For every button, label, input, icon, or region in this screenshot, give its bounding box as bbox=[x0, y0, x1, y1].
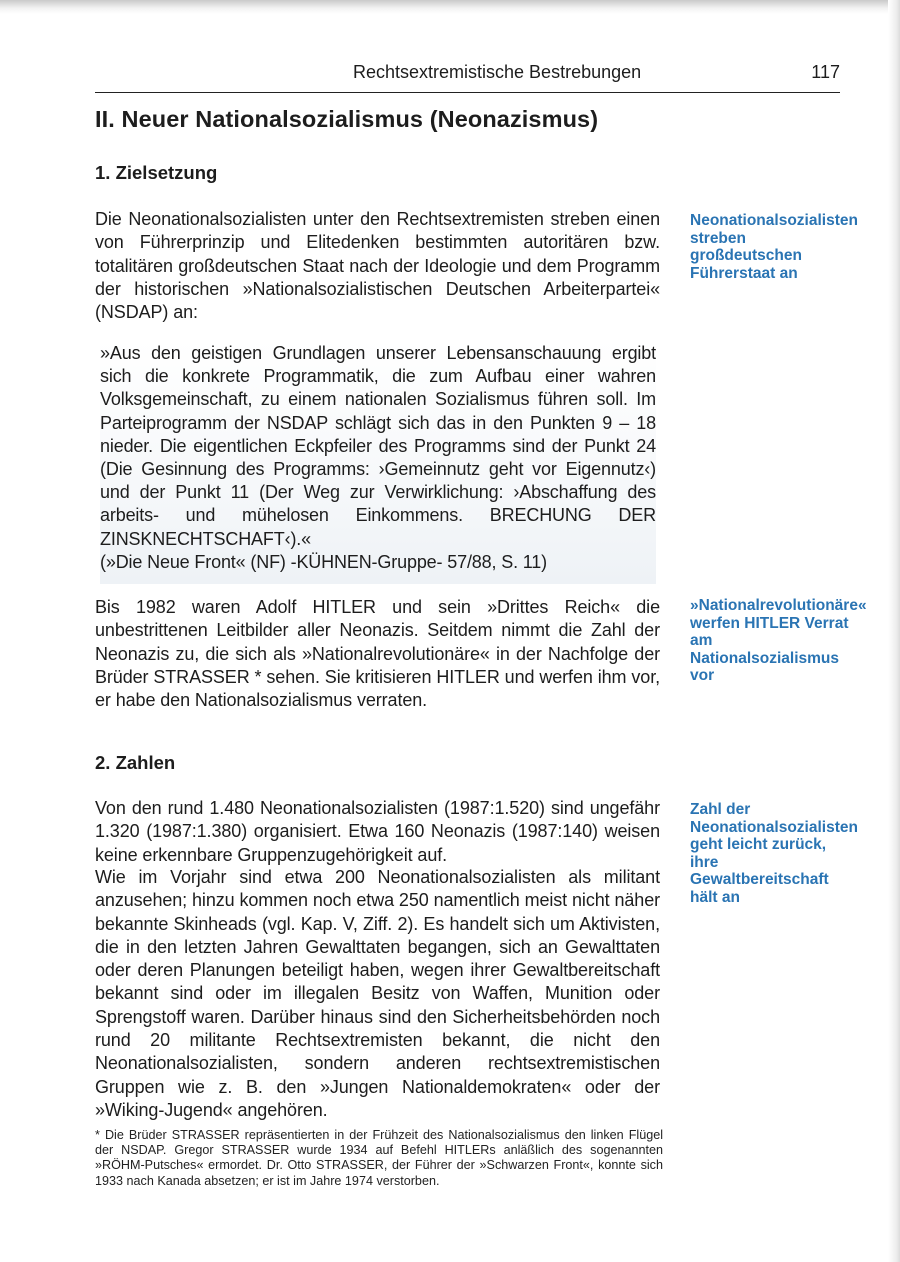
paragraph-militante: Wie im Vorjahr sind etwa 200 Neonationalsozialisten als militant anzusehen; hinzu kommen noch etwa 250 namentlich meist nicht näher bekannte Skinheads (vgl. Kap. V, Ziff. 2). Es handelt sich um Aktivisten, die in den letzten Jahren Gewalttaten begangen, sich an Gewalttaten oder deren Planungen beteiligt haben, wegen ihrer Gewaltbereitschaft bekannt sind oder im illegalen Besitz von Waffen, Munition oder Sprengstoff waren. Darüber hinaus sind den Sicherheitsbehörden noch rund 20 militante Rechtsextremisten bekannt, die nicht den Neonationalsozialisten, sondern anderen rechtsextremistischen Gruppen wie z. B. den »Jungen Nationaldemokraten« oder der »Wiking-Jugend« angehören. bbox=[95, 867, 660, 1120]
quote-source: (»Die Neue Front« (NF) -KÜHNEN-Gruppe- 57/88, S. 11) bbox=[100, 551, 548, 572]
paragraph-zielsetzung: Die Neonationalsozialisten unter den Rechtsextremisten streben einen von Führerprinzip und Elitedenken bestimmten autoritären bzw. totalitären großdeutschen Staat nach der Ideologie und dem Programm der historischen »Nationalsozialistischen Deutschen Arbeiterpartei« (NSDAP) an: bbox=[95, 209, 660, 323]
running-title: Rechtsextremistische Bestrebungen bbox=[353, 62, 642, 82]
footnote: * Die Brüder STRASSER repräsentierten in der Frühzeit des Nationalsozialismus den linken Flügel der NSDAP. Gregor STRASSER wurde 1934 auf Befehl HITLERs anläßlich des sogenannten »RÖHM-Putsches« ermordet. Dr. Otto STRASSER, der Führer der »Schwarzen Front«, konnte sich 1933 nach Kanada absetzen; er ist im Jahre 1974 verstorben. bbox=[95, 1128, 663, 1188]
quote-text: »Aus den geistigen Grundlagen unserer Lebensanschauung ergibt sich die konkrete Programmatik, die zum Aufbau einer wahren Volksgemeinschaft, zu einem nationalen Sozialismus führen soll. Im Parteiprogramm der NSDAP schlägt sich das in den Punkten 9 – 18 nieder. Die eigentlichen Eckpfeiler des Programms sind der Punkt 24 (Die Gesinnung des Programms: ›Gemeinnutz geht vor Eigennutz‹) und der Punkt 11 (Der Weg zur Verwirklichung: ›Abschaffung des arbeits- und mühelosen Einkommens. BRECHUNG DER ZINSKNECHTSCHAFT‹).« bbox=[100, 343, 656, 549]
margin-note-fuehrerstaat: Neonationalsozialisten streben großdeutschen Führerstaat an bbox=[690, 212, 858, 282]
margin-note-gewaltbereitschaft: Zahl der Neonationalsozialisten geht leicht zurück, ihre Gewaltbereitschaft hält an bbox=[690, 801, 858, 906]
section-heading-zielsetzung: 1. Zielsetzung bbox=[95, 162, 218, 183]
chapter-title: II. Neuer Nationalsozialismus (Neonazismus) bbox=[95, 106, 599, 132]
paragraph-nationalrevolutionaere: Bis 1982 waren Adolf HITLER und sein »Drittes Reich« die unbestrittenen Leitbilder aller Neonazis. Seitdem nimmt die Zahl der Neonazis zu, die sich als »Nationalrevolutionäre« in der Nachfolge der Brüder STRASSER * sehen. Sie kritisieren HITLER und werfen ihm vor, er habe den Nationalsozialismus verraten. bbox=[95, 597, 660, 711]
section-heading-zahlen: 2. Zahlen bbox=[95, 752, 176, 773]
margin-note-verrat: »Nationalrevolutionäre« werfen HITLER Verrat am Nationalsozialismus vor bbox=[690, 597, 867, 684]
paragraph-zahlen: Von den rund 1.480 Neonationalsozialisten (1987:1.520) sind ungefähr 1.320 (1987:1.380) organisiert. Etwa 160 Neonazis (1987:140) weisen keine erkennbare Gruppenzugehörigkeit auf. bbox=[95, 798, 660, 865]
scan-shadow-top bbox=[0, 0, 900, 14]
scan-shadow-right bbox=[888, 0, 900, 1262]
page-number: 117 bbox=[811, 62, 840, 82]
running-header bbox=[95, 60, 840, 93]
quote-block bbox=[100, 340, 656, 584]
